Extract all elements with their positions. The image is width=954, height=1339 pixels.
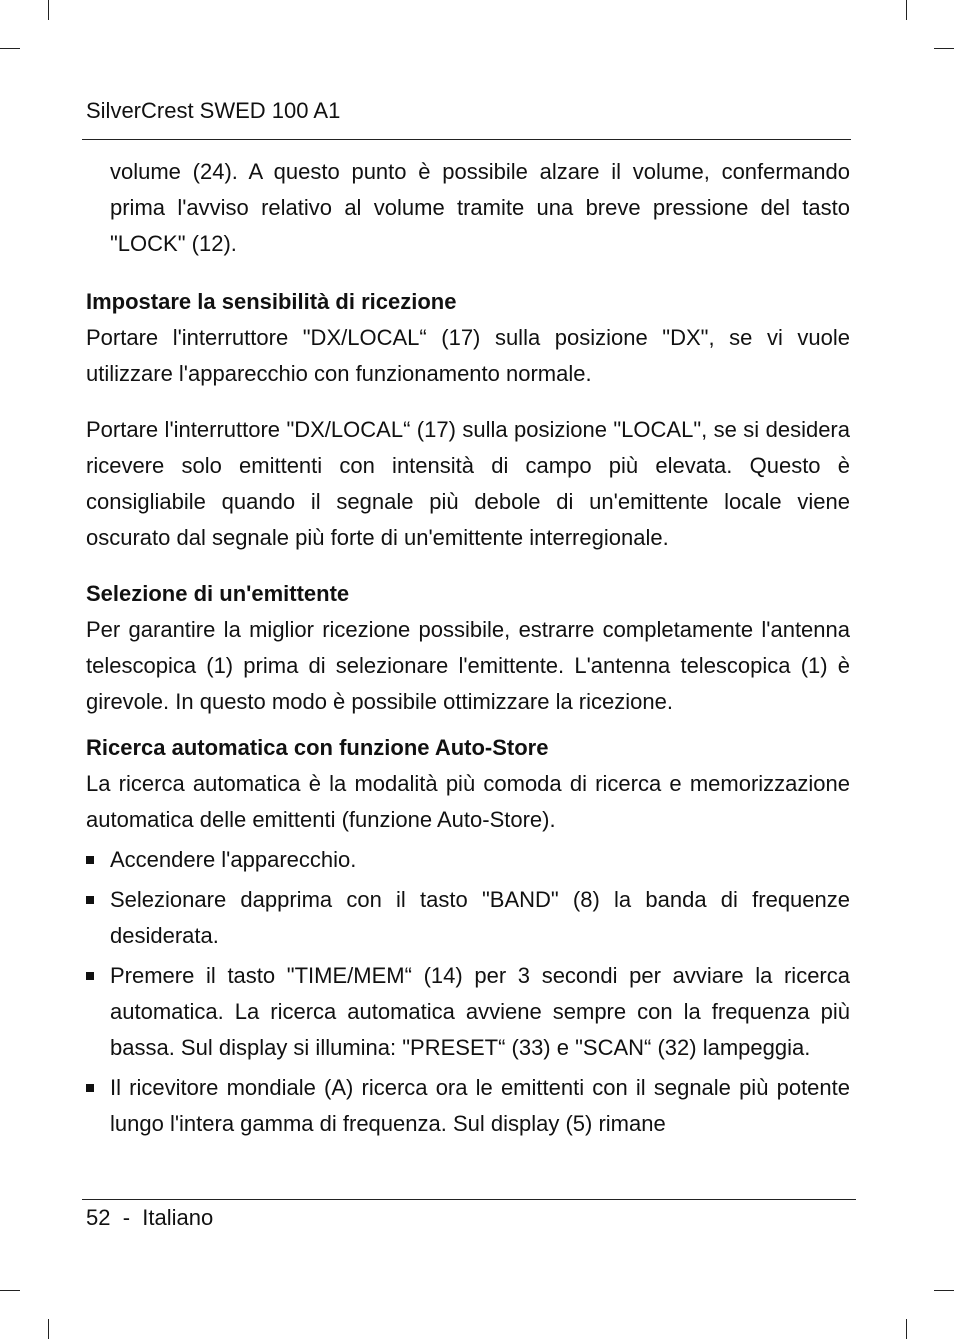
sensitivity-paragraph-1: Portare l'interruttore "DX/LOCAL“ (17) sulla posizione "DX", se vi vuole utilizzare l'apparecchio con funzionamento normale. <box>86 325 850 386</box>
sensitivity-paragraph-2: Portare l'interruttore "DX/LOCAL“ (17) sulla posizione "LOCAL", se si desidera ricevere solo emittenti con intensità di campo più elevata. Questo è consigliabile quando il segnale più debole di un'emittente locale viene oscurato dal segnale più forte di un'emittente interregionale. <box>86 417 850 550</box>
bullet-icon <box>86 856 94 864</box>
autostore-steps <box>86 842 850 1142</box>
crop-mark <box>934 1290 954 1291</box>
page-number: 52 <box>86 1205 111 1230</box>
crop-mark <box>0 48 20 49</box>
crop-mark <box>0 1290 20 1291</box>
list-item: Accendere l'apparecchio. <box>86 842 850 878</box>
crop-mark <box>48 1319 49 1339</box>
section-heading-sensitivity: Impostare la sensibilità di ricezione <box>86 289 457 314</box>
crop-mark <box>906 1319 907 1339</box>
running-header: SilverCrest SWED 100 A1 <box>86 98 341 123</box>
crop-mark <box>906 0 907 20</box>
station-paragraph-1: Per garantire la miglior ricezione possibile, estrarre completamente l'antenna telescopica (1) prima di selezionare l'emittente. L'antenna telescopica (1) è girevole. In questo modo è possibile ottimizzare la ricezione. <box>86 617 850 714</box>
footer-rule <box>82 1199 856 1200</box>
footer-separator: - <box>122 1205 131 1230</box>
crop-mark <box>48 0 49 20</box>
bullet-icon <box>86 972 94 980</box>
bullet-icon <box>86 896 94 904</box>
page-body <box>86 154 850 1142</box>
crop-mark <box>934 48 954 49</box>
list-item: Il ricevitore mondiale (A) ricerca ora le emittenti con il segnale più potente lungo l'intera gamma di frequenza. Sul display (5) rimane <box>86 1070 850 1142</box>
section-heading-autostore: Ricerca automatica con funzione Auto-Store <box>86 735 549 760</box>
list-item: Selezionare dapprima con il tasto "BAND" (8) la banda di frequenze desiderata. <box>86 882 850 954</box>
list-item: Premere il tasto "TIME/MEM“ (14) per 3 secondi per avviare la ricerca automatica. La ricerca automatica avviene sempre con la frequenza più bassa. Sul display si illumina: "PRESET“ (33) e "SCAN“ (32) lampeggia. <box>86 958 850 1066</box>
header-rule <box>82 139 851 140</box>
section-heading-station: Selezione di un'emittente <box>86 581 350 606</box>
bullet-icon <box>86 1084 94 1092</box>
page-footer <box>86 1205 213 1231</box>
footer-language: Italiano <box>142 1205 214 1230</box>
autostore-paragraph-1: La ricerca automatica è la modalità più comoda di ricerca e memorizzazione automatica delle emittenti (funzione Auto-Store). <box>86 771 850 832</box>
intro-paragraph: volume (24). A questo punto è possibile alzare il volume, confermando prima l'avviso relativo al volume tramite una breve pressione del tasto "LOCK" (12). <box>110 159 850 256</box>
